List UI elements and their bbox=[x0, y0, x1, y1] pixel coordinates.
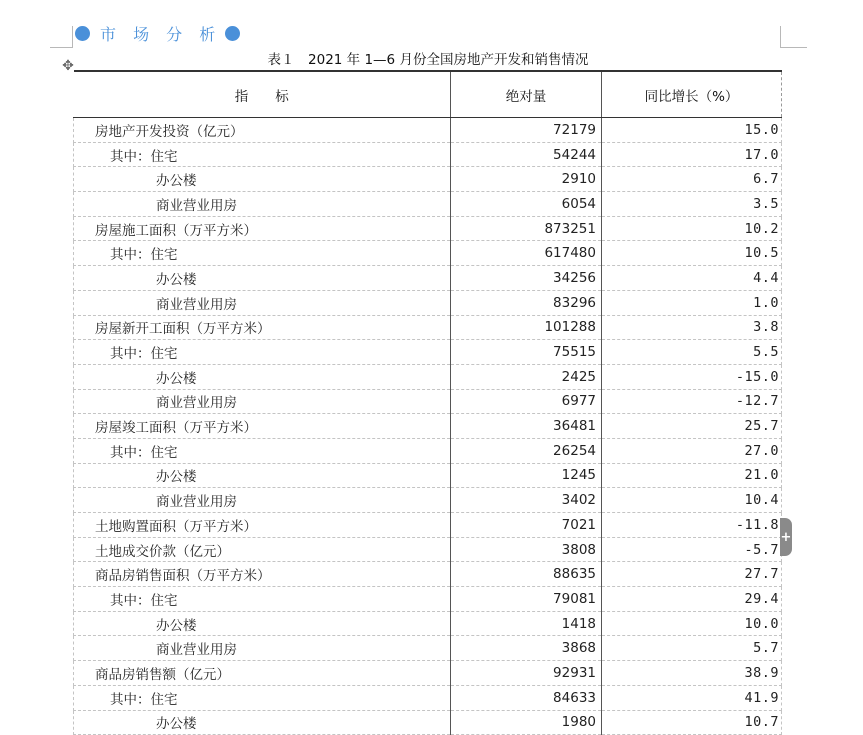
table-row bbox=[74, 685, 782, 710]
row-yoy-growth: 15.0 bbox=[602, 118, 782, 143]
table-row bbox=[74, 315, 782, 340]
row-indicator: 商业营业用房 bbox=[74, 636, 451, 661]
row-absolute-value: 54244 bbox=[451, 142, 602, 167]
table-row bbox=[74, 266, 782, 291]
table-move-handle-icon[interactable]: ✥ bbox=[62, 58, 74, 74]
row-yoy-growth: 5.5 bbox=[602, 340, 782, 365]
row-absolute-value: 3868 bbox=[451, 636, 602, 661]
row-indicator: 商业营业用房 bbox=[74, 488, 451, 513]
row-yoy-growth: -12.7 bbox=[602, 389, 782, 414]
row-indicator: 其中：住宅 bbox=[74, 340, 451, 365]
row-yoy-growth: 6.7 bbox=[602, 167, 782, 192]
header-absolute: 绝对量 bbox=[451, 71, 602, 118]
table-row bbox=[74, 537, 782, 562]
row-yoy-growth: 25.7 bbox=[602, 414, 782, 439]
row-absolute-value: 72179 bbox=[451, 118, 602, 143]
row-yoy-growth: 21.0 bbox=[602, 463, 782, 488]
row-yoy-growth: 29.4 bbox=[602, 587, 782, 612]
row-yoy-growth: 3.5 bbox=[602, 192, 782, 217]
table-row bbox=[74, 340, 782, 365]
bullet-dot-icon bbox=[225, 26, 240, 41]
row-indicator: 办公楼 bbox=[74, 364, 451, 389]
row-absolute-value: 617480 bbox=[451, 241, 602, 266]
page-corner-mark-right bbox=[780, 26, 807, 48]
row-yoy-growth: 3.8 bbox=[602, 315, 782, 340]
row-indicator: 土地购置面积（万平方米） bbox=[74, 513, 451, 538]
row-yoy-growth: 41.9 bbox=[602, 685, 782, 710]
row-absolute-value: 1418 bbox=[451, 611, 602, 636]
row-absolute-value: 6977 bbox=[451, 389, 602, 414]
row-yoy-growth: 10.7 bbox=[602, 710, 782, 735]
row-absolute-value: 101288 bbox=[451, 315, 602, 340]
row-absolute-value: 2910 bbox=[451, 167, 602, 192]
row-yoy-growth: 10.4 bbox=[602, 488, 782, 513]
row-absolute-value: 2425 bbox=[451, 364, 602, 389]
page-corner-mark-left bbox=[50, 26, 73, 48]
row-absolute-value: 1245 bbox=[451, 463, 602, 488]
table-row bbox=[74, 414, 782, 439]
row-indicator: 其中：住宅 bbox=[74, 438, 451, 463]
row-absolute-value: 6054 bbox=[451, 192, 602, 217]
section-title: 市 场 分 析 bbox=[100, 24, 222, 44]
row-yoy-growth: -5.7 bbox=[602, 537, 782, 562]
table-row bbox=[74, 364, 782, 389]
row-indicator: 土地成交价款（亿元） bbox=[74, 537, 451, 562]
row-indicator: 商品房销售面积（万平方米） bbox=[74, 562, 451, 587]
table-row bbox=[74, 636, 782, 661]
row-yoy-growth: 10.5 bbox=[602, 241, 782, 266]
row-absolute-value: 3402 bbox=[451, 488, 602, 513]
table-row bbox=[74, 118, 782, 143]
row-indicator: 其中：住宅 bbox=[74, 685, 451, 710]
row-indicator: 办公楼 bbox=[74, 611, 451, 636]
row-absolute-value: 83296 bbox=[451, 290, 602, 315]
table-row bbox=[74, 587, 782, 612]
row-yoy-growth: 27.0 bbox=[602, 438, 782, 463]
row-indicator: 房屋新开工面积（万平方米） bbox=[74, 315, 451, 340]
table-row bbox=[74, 241, 782, 266]
row-yoy-growth: -11.8 bbox=[602, 513, 782, 538]
row-indicator: 房屋竣工面积（万平方米） bbox=[74, 414, 451, 439]
table-row bbox=[74, 438, 782, 463]
row-yoy-growth: 38.9 bbox=[602, 661, 782, 686]
bullet-dot-icon bbox=[75, 26, 90, 41]
row-yoy-growth: 17.0 bbox=[602, 142, 782, 167]
row-yoy-growth: 4.4 bbox=[602, 266, 782, 291]
row-absolute-value: 79081 bbox=[451, 587, 602, 612]
row-indicator: 办公楼 bbox=[74, 463, 451, 488]
table-row bbox=[74, 710, 782, 735]
table-header-row bbox=[74, 71, 782, 118]
row-absolute-value: 34256 bbox=[451, 266, 602, 291]
row-yoy-growth: 5.7 bbox=[602, 636, 782, 661]
row-indicator: 商业营业用房 bbox=[74, 192, 451, 217]
row-absolute-value: 26254 bbox=[451, 438, 602, 463]
row-absolute-value: 92931 bbox=[451, 661, 602, 686]
data-table bbox=[73, 70, 782, 735]
table-row bbox=[74, 216, 782, 241]
header-yoy-growth: 同比增长（%） bbox=[602, 71, 782, 118]
table-row bbox=[74, 463, 782, 488]
row-yoy-growth: -15.0 bbox=[602, 364, 782, 389]
plus-icon: + bbox=[780, 529, 792, 545]
row-absolute-value: 88635 bbox=[451, 562, 602, 587]
row-indicator: 办公楼 bbox=[74, 266, 451, 291]
row-yoy-growth: 27.7 bbox=[602, 562, 782, 587]
row-yoy-growth: 10.0 bbox=[602, 611, 782, 636]
header-indicator: 指 标 bbox=[74, 71, 451, 118]
row-indicator: 办公楼 bbox=[74, 710, 451, 735]
row-absolute-value: 3808 bbox=[451, 537, 602, 562]
table-row bbox=[74, 513, 782, 538]
row-indicator: 商业营业用房 bbox=[74, 290, 451, 315]
row-absolute-value: 7021 bbox=[451, 513, 602, 538]
table-row bbox=[74, 167, 782, 192]
row-indicator: 办公楼 bbox=[74, 167, 451, 192]
row-indicator: 其中：住宅 bbox=[74, 142, 451, 167]
row-absolute-value: 84633 bbox=[451, 685, 602, 710]
table-row bbox=[74, 192, 782, 217]
table-row bbox=[74, 389, 782, 414]
table-row bbox=[74, 661, 782, 686]
table-title: 表１ 2021 年 1—6 月份全国房地产开发和销售情况 bbox=[267, 52, 589, 68]
row-absolute-value: 75515 bbox=[451, 340, 602, 365]
table-row bbox=[74, 488, 782, 513]
add-column-button[interactable] bbox=[780, 518, 792, 556]
row-absolute-value: 36481 bbox=[451, 414, 602, 439]
row-indicator: 房地产开发投资（亿元） bbox=[74, 118, 451, 143]
table-row bbox=[74, 562, 782, 587]
table-row bbox=[74, 142, 782, 167]
row-absolute-value: 1980 bbox=[451, 710, 602, 735]
row-yoy-growth: 1.0 bbox=[602, 290, 782, 315]
row-indicator: 其中：住宅 bbox=[74, 241, 451, 266]
row-indicator: 其中：住宅 bbox=[74, 587, 451, 612]
row-indicator: 房屋施工面积（万平方米） bbox=[74, 216, 451, 241]
row-absolute-value: 873251 bbox=[451, 216, 602, 241]
section-header bbox=[75, 22, 240, 44]
table-row bbox=[74, 611, 782, 636]
table-row bbox=[74, 290, 782, 315]
row-indicator: 商业营业用房 bbox=[74, 389, 451, 414]
row-yoy-growth: 10.2 bbox=[602, 216, 782, 241]
row-indicator: 商品房销售额（亿元） bbox=[74, 661, 451, 686]
